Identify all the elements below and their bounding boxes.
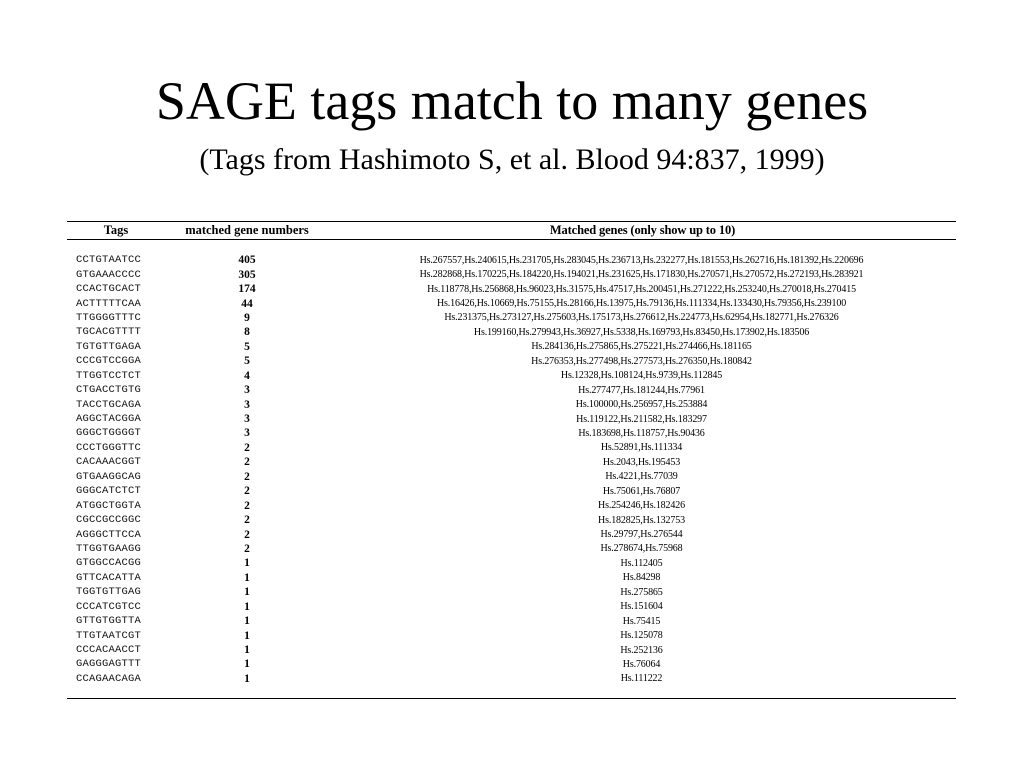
tag-cell: GAGGGAGTTT — [76, 658, 142, 671]
table-row — [67, 657, 956, 671]
gene-count-cell: 8 — [244, 326, 250, 339]
gene-count-cell: 44 — [241, 297, 253, 310]
tag-cell: GTGAAGGCAG — [76, 470, 142, 483]
table-row — [67, 643, 956, 657]
matched-genes-cell: Hs.100000,Hs.256957,Hs.253884 — [575, 399, 708, 411]
gene-count-cell: 3 — [244, 413, 250, 426]
matched-genes-cell: Hs.84298 — [622, 572, 661, 584]
slide-subtitle: (Tags from Hashimoto S, et al. Blood 94:837, 1999) — [199, 143, 825, 176]
matched-genes-cell: Hs.284136,Hs.275865,Hs.275221,Hs.274466,Hs.181165 — [531, 341, 752, 353]
matched-genes-cell: Hs.276353,Hs.277498,Hs.277573,Hs.276350,Hs.180842 — [531, 355, 752, 367]
tag-cell: CCCTGGGTTC — [76, 441, 142, 454]
tag-cell: TACCTGCAGA — [76, 398, 142, 411]
gene-count-cell: 2 — [244, 456, 250, 469]
table-row — [67, 267, 956, 281]
table-row — [67, 397, 956, 411]
table-row — [67, 426, 956, 440]
table-row — [67, 412, 956, 426]
tag-cell: TGCACGTTTT — [76, 326, 142, 339]
matched-genes-cell: Hs.231375,Hs.273127,Hs.275603,Hs.175173,Hs.276612,Hs.224773,Hs.62954,Hs.182771,Hs.276326 — [444, 312, 839, 324]
gene-count-cell: 4 — [244, 369, 250, 382]
matched-genes-cell: Hs.275865 — [620, 586, 663, 598]
matched-genes-cell: Hs.119122,Hs.211582,Hs.183297 — [576, 413, 707, 425]
table-row — [67, 354, 956, 368]
gene-count-cell: 5 — [244, 355, 250, 368]
tag-cell: GTTCACATTA — [76, 571, 142, 584]
matched-genes-cell: Hs.118778,Hs.256868,Hs.96023,Hs.31575,Hs.47517,Hs.200451,Hs.271222,Hs.253240,Hs.270018,Hs.270415 — [427, 283, 856, 295]
gene-count-cell: 1 — [244, 571, 250, 584]
gene-count-cell: 2 — [244, 441, 250, 454]
matched-genes-cell: Hs.52891,Hs.111334 — [600, 442, 683, 454]
matched-genes-cell: Hs.277477,Hs.181244,Hs.77961 — [578, 384, 705, 396]
tag-cell: TTGGTGAAGG — [76, 542, 142, 555]
matched-genes-cell: Hs.278674,Hs.75968 — [600, 543, 683, 555]
matched-genes-cell: Hs.151604 — [620, 601, 663, 613]
tag-cell: TGGTGTTGAG — [76, 586, 142, 599]
matched-genes-cell: Hs.12328,Hs.108124,Hs.9739,Hs.112845 — [560, 370, 723, 382]
tag-cell: CCCACAACCT — [76, 644, 142, 657]
tag-cell: CCCGTCCGGA — [76, 355, 142, 368]
matched-genes-cell: Hs.183698,Hs.118757,Hs.90436 — [578, 427, 705, 439]
header-gene-numbers: matched gene numbers — [185, 223, 309, 237]
gene-count-cell: 2 — [244, 542, 250, 555]
table-row — [67, 542, 956, 556]
header-tags: Tags — [103, 223, 129, 237]
table-row — [67, 383, 956, 397]
matched-genes-cell: Hs.75415 — [622, 615, 661, 627]
tag-cell: TGTGTTGAGA — [76, 340, 142, 353]
table-row — [67, 672, 956, 686]
gene-count-cell: 305 — [238, 268, 256, 281]
matched-genes-cell: Hs.282868,Hs.170225,Hs.184220,Hs.194021,Hs.231625,Hs.171830,Hs.270571,Hs.270572,Hs.272193,Hs.283921 — [419, 269, 864, 281]
tag-cell: GTGGCCACGG — [76, 557, 142, 570]
gene-count-cell: 1 — [244, 615, 250, 628]
table-row — [67, 556, 956, 570]
matched-genes-cell: Hs.125078 — [620, 630, 663, 642]
tag-cell: GGGCATCTCT — [76, 485, 142, 498]
gene-count-cell: 3 — [244, 384, 250, 397]
matched-genes-cell: Hs.254246,Hs.182426 — [598, 500, 685, 512]
tag-cell: AGGCTACGGA — [76, 413, 142, 426]
matched-genes-cell: Hs.76064 — [622, 658, 661, 670]
tag-cell: GTTGTGGTTA — [76, 615, 142, 628]
gene-count-cell: 3 — [244, 427, 250, 440]
table-row — [67, 571, 956, 585]
table-row — [67, 455, 956, 469]
table-row — [67, 600, 956, 614]
matched-genes-cell: Hs.75061,Hs.76807 — [602, 485, 681, 497]
table-row — [67, 282, 956, 296]
matched-genes-cell: Hs.182825,Hs.132753 — [598, 514, 685, 526]
table-row — [67, 614, 956, 628]
tag-cell: CGCCGCCGGC — [76, 514, 142, 527]
gene-count-cell: 1 — [244, 629, 250, 642]
tag-cell: GTGAAACCCC — [76, 268, 142, 281]
gene-count-cell: 174 — [238, 283, 256, 296]
table-row — [67, 470, 956, 484]
table-row — [67, 628, 956, 642]
tag-cell: ATGGCTGGTA — [76, 499, 142, 512]
table-row — [67, 325, 956, 339]
tag-cell: TTGGTCCTCT — [76, 369, 142, 382]
tag-cell: CCTGTAATCC — [76, 254, 142, 267]
gene-count-cell: 1 — [244, 644, 250, 657]
tag-cell: AGGGCTTCCA — [76, 528, 142, 541]
table-header-row — [67, 222, 956, 239]
gene-count-cell: 9 — [244, 311, 250, 324]
gene-count-cell: 1 — [244, 658, 250, 671]
gene-count-cell: 1 — [244, 600, 250, 613]
sage-tags-table — [67, 221, 956, 699]
tag-cell: CACAAACGGT — [76, 456, 142, 469]
table-row — [67, 527, 956, 541]
gene-count-cell: 2 — [244, 528, 250, 541]
tag-cell: TTGTAATCGT — [76, 629, 142, 642]
tag-cell: CCACTGCACT — [76, 283, 142, 296]
tag-cell: CTGACCTGTG — [76, 384, 142, 397]
tag-cell: TTGGGGTTTC — [76, 311, 142, 324]
table-row — [67, 484, 956, 498]
table-row — [67, 585, 956, 599]
slide-title: SAGE tags match to many genes — [155, 71, 869, 131]
matched-genes-cell: Hs.2043,Hs.195453 — [602, 456, 681, 468]
table-row — [67, 296, 956, 310]
table-row — [67, 441, 956, 455]
table-body — [67, 253, 956, 686]
header-matched-genes: Matched genes (only show up to 10) — [549, 223, 736, 237]
table-row — [67, 513, 956, 527]
matched-genes-cell: Hs.111222 — [620, 673, 663, 685]
tag-cell: GGGCTGGGGT — [76, 427, 142, 440]
gene-count-cell: 2 — [244, 485, 250, 498]
matched-genes-cell: Hs.252136 — [620, 644, 663, 656]
tag-cell: ACTTTTTCAA — [76, 297, 142, 310]
gene-count-cell: 2 — [244, 514, 250, 527]
table-row — [67, 253, 956, 267]
gene-count-cell: 5 — [244, 340, 250, 353]
gene-count-cell: 1 — [244, 586, 250, 599]
gene-count-cell: 1 — [244, 672, 250, 685]
gene-count-cell: 3 — [244, 398, 250, 411]
matched-genes-cell: Hs.16426,Hs.10669,Hs.75155,Hs.28166,Hs.13975,Hs.79136,Hs.111334,Hs.133430,Hs.79356,Hs.239100 — [436, 298, 847, 310]
gene-count-cell: 405 — [238, 254, 256, 267]
table-row — [67, 340, 956, 354]
gene-count-cell: 2 — [244, 499, 250, 512]
matched-genes-cell: Hs.199160,Hs.279943,Hs.36927,Hs.5338,Hs.169793,Hs.83450,Hs.173902,Hs.183506 — [473, 326, 810, 338]
table-bottom-rule — [67, 698, 956, 699]
matched-genes-cell: Hs.112405 — [620, 557, 663, 569]
gene-count-cell: 2 — [244, 470, 250, 483]
matched-genes-cell: Hs.267557,Hs.240615,Hs.231705,Hs.283045,Hs.236713,Hs.232277,Hs.181553,Hs.262716,Hs.181392,Hs.220696 — [419, 254, 864, 266]
matched-genes-cell: Hs.29797,Hs.276544 — [600, 529, 683, 541]
table-row — [67, 311, 956, 325]
gene-count-cell: 1 — [244, 557, 250, 570]
table-row — [67, 369, 956, 383]
tag-cell: CCAGAACAGA — [76, 672, 142, 685]
table-row — [67, 498, 956, 512]
matched-genes-cell: Hs.4221,Hs.77039 — [605, 471, 678, 483]
tag-cell: CCCATCGTCC — [76, 600, 142, 613]
